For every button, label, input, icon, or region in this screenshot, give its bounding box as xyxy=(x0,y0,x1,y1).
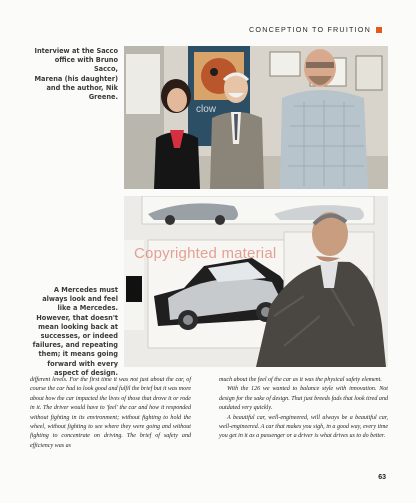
copyright-watermark: Copyrighted material xyxy=(134,245,277,262)
interview-photo xyxy=(124,46,388,189)
chapter-header xyxy=(249,25,382,34)
poster-text: clow xyxy=(196,104,217,115)
body-column-right xyxy=(219,376,388,442)
designer-photo xyxy=(124,196,388,367)
body-column-left xyxy=(30,376,191,451)
body-paragraph: much about the feel of the car as it was the physical safety element. xyxy=(219,377,382,383)
page-number: 63 xyxy=(378,474,386,481)
interview-photo-illustration xyxy=(124,46,388,189)
accent-square-icon xyxy=(376,27,382,33)
designer-photo-illustration xyxy=(124,196,388,367)
body-paragraph: With the 126 we wanted to balance style with innovation. Not design for the sake of design. That just breeds fads that look tired and outdated very quickly. xyxy=(219,386,388,412)
body-paragraph: different levels. For the first time it was not just about the car, of course the car had to look good and fulfil the brief but it was more about how the car impacted the lives of those that drove it or rode in it. The driver would have to 'feel' the car and how it responded without fighting in its environment; without fighting to hold the wheel, without fighting to see where they were going and without fighting to concentrate on driving. The brief of safety and efficiency was as xyxy=(30,377,192,449)
caption-interview: Interview at the Sacco office with Bruno Sacco, Marena (his daughter) and the author, Nik Greene. xyxy=(34,47,118,102)
caption-mercedes: A Mercedes must always look and feel like a Mercedes. However, that doesn't mean looking back at successes, or indeed failures, and repeating them; it means going forward with every aspect of design. xyxy=(32,286,118,377)
body-paragraph: A beautiful car, well-engineered, will always be a beautiful car, well-engineered. A car that makes you sigh, in a good way, every time you get in it as a passenger or a driver is what drives us to do better. xyxy=(219,414,388,440)
chapter-title: CONCEPTION TO FRUITION xyxy=(249,25,371,34)
